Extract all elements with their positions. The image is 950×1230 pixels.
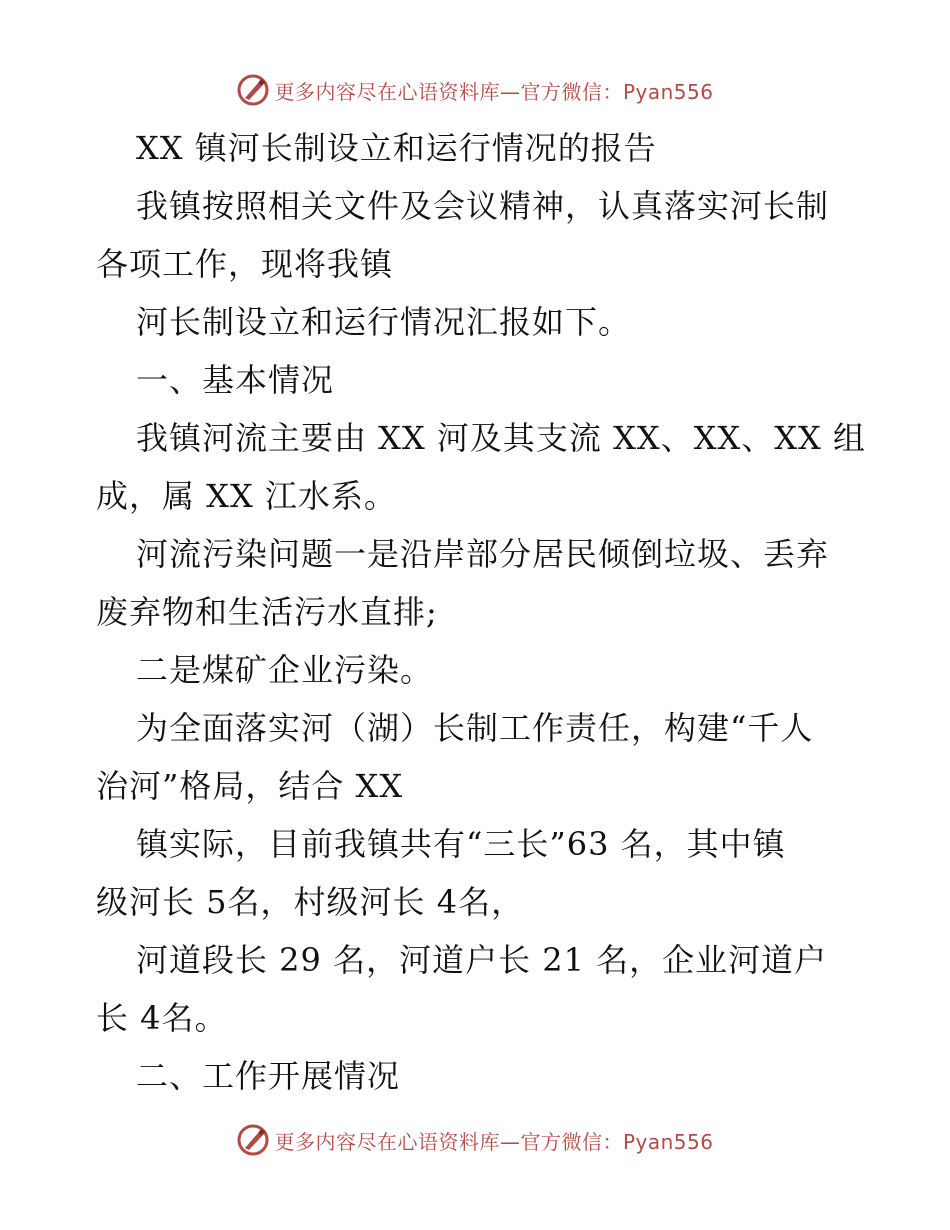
document-line: 河流污染问题一是沿岸部分居民倾倒垃圾、丢弃 [136,535,830,573]
watermark-header [0,70,950,110]
document-line: 二是煤矿企业污染。 [136,651,434,689]
document-line: 长 4名。 [96,999,228,1037]
document-line: 我镇按照相关文件及会议精神，认真落实河长制 [136,187,830,225]
watermark-text: 更多内容尽在心语资料库—官方微信：Pyan556 [274,79,714,104]
document-line: 为全面落实河（湖）长制工作责任，构建“千人 [136,709,814,747]
document-line: 成，属 XX 江水系。 [96,477,397,515]
document-line: 一、基本情况 [136,361,335,399]
document-line: 二、工作开展情况 [136,1057,401,1095]
document-line: 废弃物和生活污水直排; [96,593,438,631]
document-line: 治河”格局，结合 XX [96,767,404,805]
document-line: XX 镇河长制设立和运行情况的报告 [136,129,657,167]
document-line: 河长制设立和运行情况汇报如下。 [136,303,632,341]
pen-circle-logo-icon [236,1123,270,1157]
document-line: 我镇河流主要由 XX 河及其支流 XX、XX、XX 组 [136,419,866,457]
watermark-text: 更多内容尽在心语资料库—官方微信：Pyan556 [274,1129,714,1154]
watermark-footer [0,1120,950,1160]
document-line: 各项工作，现将我镇 [96,245,394,283]
document-line: 级河长 5名，村级河长 4名， [96,883,525,921]
document-line: 镇实际，目前我镇共有“三长”63 名，其中镇 [136,825,786,863]
pen-circle-logo-icon [236,73,270,107]
document-line: 河道段长 29 名，河道户长 21 名，企业河道户 [136,941,828,979]
document-body [96,119,866,1105]
